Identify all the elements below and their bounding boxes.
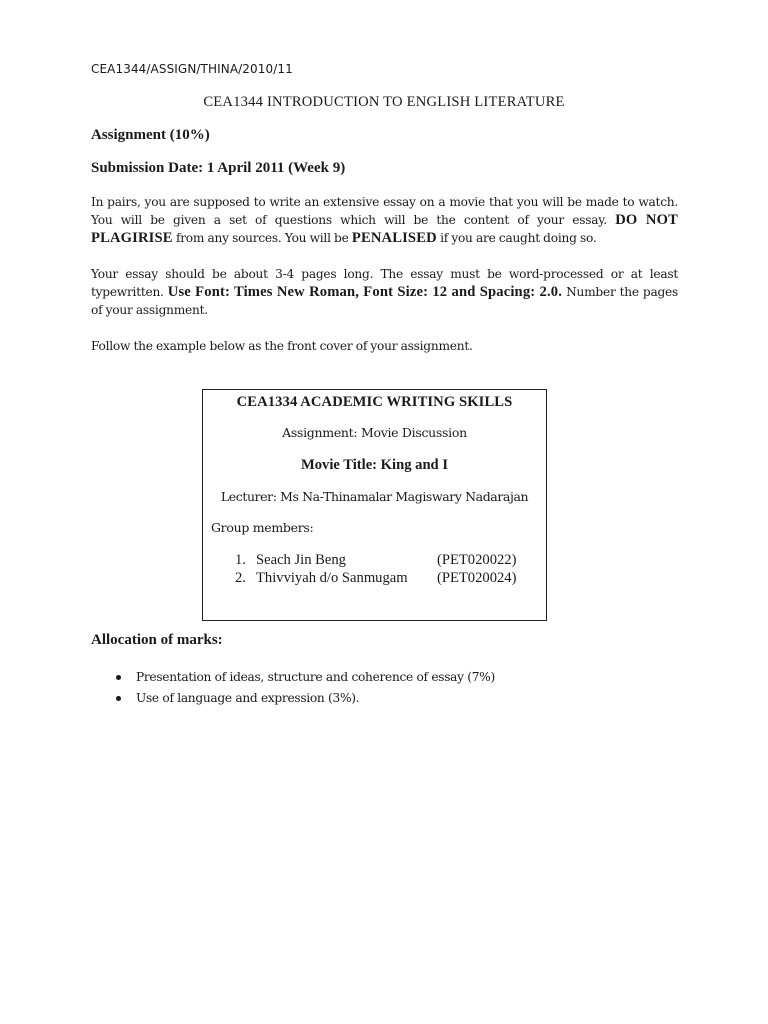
instructions-line-2 — [91, 211, 678, 229]
format-text-1: Your essay should be about 3-4 pages long. The essay must be word-processed or at least typewritten. — [91, 267, 678, 299]
cover-instruction-paragraph: Follow the example below as the front cover of your assignment. — [91, 339, 473, 353]
allocation-list — [91, 667, 691, 709]
document-code: CEA1344/ASSIGN/THINA/2010/11 — [91, 62, 293, 76]
instructions-line-1: In pairs, you are supposed to write an extensive essay on a movie that you will be made to watch. — [91, 195, 678, 209]
instructions-line-3-text-1: from any sources. You will be — [172, 231, 352, 245]
group-member-row — [235, 552, 525, 570]
cover-lecturer-line: Lecturer: Ms Na-Thinamalar Magiswary Nadarajan — [220, 489, 529, 504]
document-title: CEA1344 INTRODUCTION TO ENGLISH LITERATURE — [203, 94, 565, 110]
bullet-icon — [116, 696, 121, 701]
bullet-icon — [116, 675, 121, 680]
format-requirements-emphasis: Use Font: Times New Roman, Font Size: 12 and Spacing: 2.0. — [167, 284, 563, 300]
member-number: 1. — [235, 552, 246, 568]
penalised-emphasis: PENALISED — [351, 230, 437, 246]
member-name: Thivviyah d/o Sanmugam — [256, 570, 408, 586]
cover-course-title: CEA1334 ACADEMIC WRITING SKILLS — [236, 394, 513, 410]
instructions-line-3 — [91, 229, 678, 247]
plagirise-emphasis: PLAGIRISE — [91, 230, 173, 246]
allocation-item-text: Presentation of ideas, structure and coherence of essay (7%) — [136, 670, 495, 684]
assignment-heading: Assignment (10%) — [91, 127, 210, 143]
do-not-emphasis: DO NOT — [615, 212, 678, 228]
list-item — [91, 667, 691, 688]
allocation-item-text: Use of language and expression (3%). — [136, 691, 360, 705]
cover-movie-title: Movie Title: King and I — [300, 457, 449, 473]
group-member-row — [235, 570, 525, 588]
cover-assignment-line: Assignment: Movie Discussion — [282, 425, 467, 440]
allocation-heading: Allocation of marks: — [91, 632, 223, 648]
member-number: 2. — [235, 570, 246, 586]
format-text-2: Number the pages of your assignment. — [91, 285, 678, 317]
cover-group-members-label: Group members: — [211, 520, 314, 535]
list-item — [91, 688, 691, 709]
instructions-paragraph — [91, 193, 678, 247]
format-paragraph — [91, 265, 678, 319]
instructions-line-3-text-2: if you are caught doing so. — [436, 231, 597, 245]
submission-date-heading: Submission Date: 1 April 2011 (Week 9) — [91, 160, 346, 176]
member-id: (PET020022) — [437, 552, 517, 568]
instructions-line-2-text: You will be given a set of questions which will be the content of your essay. — [91, 213, 607, 227]
front-cover-example-box — [202, 389, 547, 621]
member-id: (PET020024) — [437, 570, 517, 586]
member-name: Seach Jin Beng — [256, 552, 346, 568]
